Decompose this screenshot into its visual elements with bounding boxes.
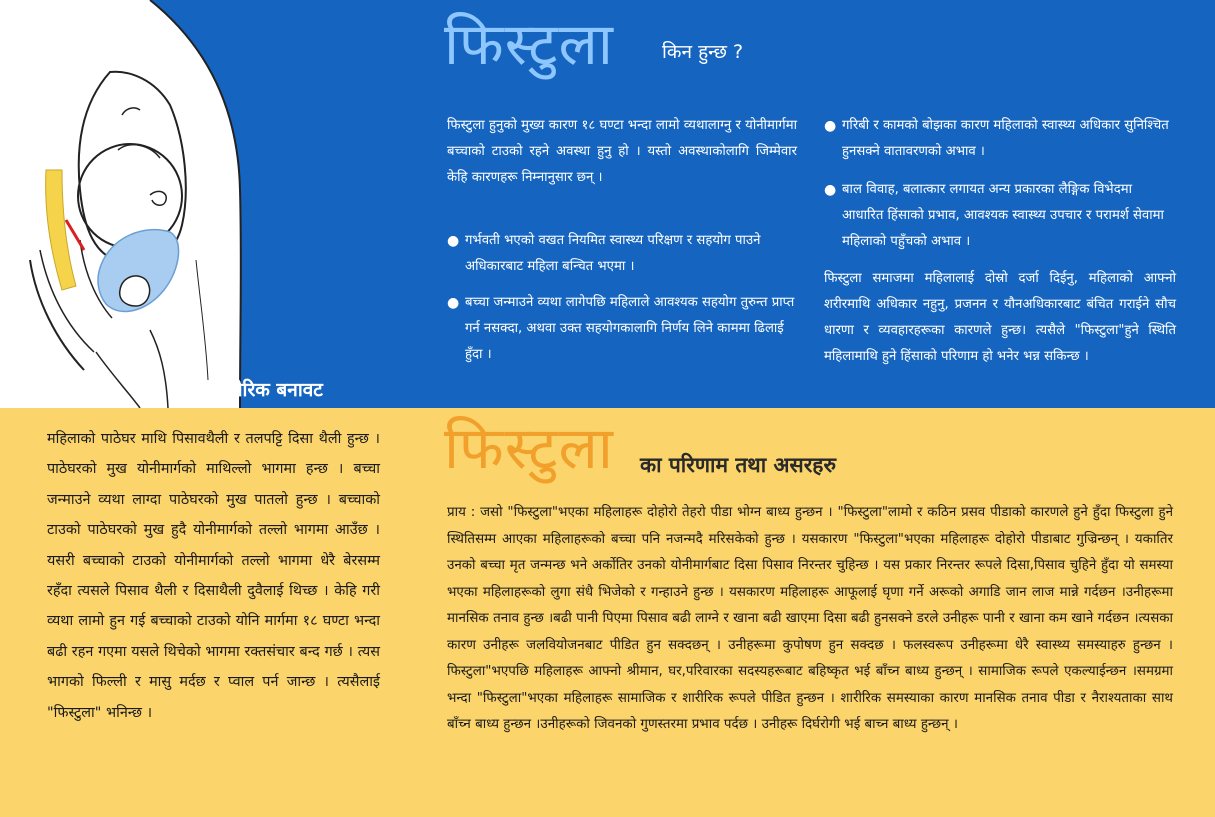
cause-bullet-text: बाल विवाह, बलात्कार लगायत अन्य प्रकारका लैङ्गिक विभेदमा आधारित हिंसाको प्रभाव, आवश्यक स्वास्थ्य उपचार र परामर्श सेवामा महिलाको पहुँचको अभाव । (842, 182, 1164, 249)
bullet-icon: ● (447, 295, 460, 311)
section-subtitle-why: किन हुन्छ ? (662, 41, 744, 63)
bullet-icon: ● (447, 233, 460, 249)
cause-bullet (824, 177, 1176, 255)
cause-bullet-text: बच्चा जन्माउने व्यथा लागेपछि महिलाले आवश्यक सहयोग तुरुन्त प्राप्त गर्न नसक्दा, अथवा उक्त सहयोगकालागि निर्णय लिने काममा ढिलाई हुँदा । (465, 295, 795, 362)
section-title-why: फिस्टुला (444, 10, 614, 78)
section-subtitle-effects: का परिणाम तथा असरहरु (640, 453, 837, 477)
cause-bullet (824, 113, 1176, 165)
anatomy-illustration (0, 0, 245, 408)
effects-paragraph: प्राय : जसो "फिस्टुला"भएका महिलाहरू दोहोरो तेहरो पीडा भोग्न बाध्य हुन्छन । "फिस्टुला"लामो र कठिन प्रसव पीडाको कारणले हुने हुँदा फिस्टुला हुने स्थितिसम्म आएका महिलाहरूको बच्चा पनि नजन्मदै मरिसकेको हुन्छ । यसकारण "फिस्टुला"भएका महिलाहरू दोहोरो पीडाबाट गुज्रिन्छन् । यकातिर उनको बच्चा मृत जन्मन्छ भने अर्कोतिर उनको योनीमार्गबाट दिसा पिसाव निरन्तर चुहिन्छ । यस प्रकार निरन्तर रूपले दिसा,पिसाव चुहिने हुँदा यो समस्या भएका महिलाहरूको लुगा संधै भिजेको र गन्हाउने हुन्छ । यसकारण महिलाहरू आफूलाई घृणा गर्ने अरूको अगाडि जान लाज मान्ने गर्दछन ।उनीहरूमा मानसिक तनाव हुन्छ ।बढी पानी पिएमा पिसाव बढी लाग्ने र खाना बढी खाएमा दिसा बढी हुनसक्ने डरले उनीहरू पानी र खाना कम खाने गर्दछन ।त्यसका कारण उनीहरू जलवियोजनबाट पीडित हुन सक्दछन् । उनीहरूमा कुपोषण हुन सक्दछ । फलस्वरूप उनीहरूमा धेरै स्वास्थ्य समस्याहरु हुन्छन । फिस्टुला"भएपछि महिलाहरू आफ्नो श्रीमान, घर,परिवारका सदस्यहरूबाट बहिष्कृत भई बाँच्न बाध्य हुन्छन् । सामाजिक रूपले एकल्याईन्छन ।समग्रमा भन्दा "फिस्टुला"भएका महिलाहरू सामाजिक र शारीरिक रूपले पीडित हुन्छन । शारीरिक समस्याका कारण मानसिक तनाव पीडा र नैराश्यताका साथ बाँच्न बाध्य हुन्छन ।उनीहरूको जिवनको गुणस्तरमा प्रभाव पर्दछ । उनीहरू दिर्घरोगी भई बाच्न बाध्य हुन्छन् । (447, 505, 1173, 732)
illustration-caption: शारीरिक बनावट (212, 379, 323, 401)
bullet-icon: ● (824, 118, 837, 134)
anatomy-explanation: महिलाको पाठेघर माथि पिसावथैली र तलपट्टि दिसा थैली हुन्छ । पाठेघरको मुख योनीमार्गको माथिल्लो भागमा हन्छ । बच्चा जन्माउने व्यथा लाग्दा पाठेघरको मुख पातलो हुन्छ । बच्चाको टाउको पाठेघरको मुख हुदै योनीमार्गको तल्लो भागमा आउँछ । यसरी बच्चाको टाउको योनीमार्गको तल्लो भागमा धेरै बेरसम्म रहँदा त्यसले पिसाव थैली र दिसाथैली दुवैलाई थिच्छ । केहि गरी व्यथा लामो हुन गई बच्चाको टाउको योनि मार्गमा १८ घण्टा भन्दा बढी रहन गएमा यसले थिचेको भागमा रक्तसंचार बन्द गर्छ । त्यस भागको फिल्ली र मासु मर्दछ र प्वाल पर्न जान्छ । त्यसैलाई "फिस्टुला" भनिन्छ । (47, 431, 380, 721)
bullet-icon: ● (824, 182, 837, 198)
cause-bullet-text: गरिबी र कामको बोझका कारण महिलाको स्वास्थ्य अधिकार सुनिश्चित हुनसक्ने वातावरणको अभाव । (842, 118, 1169, 159)
causes-conclusion: फिस्टुला समाजमा महिलालाई दोस्रो दर्जा दिईनु, महिलाको आफ्नो शरीरमाथि अधिकार नहुनु, प्रजनन र यौनअधिकारबाट बंचित गराईने सौच धारणा र व्यवहारहरूका कारणले हुन्छ। त्यसैले "फिस्टुला"हुने स्थिति महिलामाथि हुने हिंसाको परिणाम हो भनेर भन्न सकिन्छ । (824, 271, 1176, 364)
cause-bullet (447, 290, 797, 368)
cause-bullet-text: गर्भवती भएको वखत नियमित स्वास्थ्य परिक्षण र सहयोग पाउने अधिकारबाट महिला बन्चित भएमा । (465, 233, 761, 274)
cause-bullet (447, 228, 797, 280)
section-title-effects: फिस्टुला (444, 414, 614, 482)
causes-intro: फिस्टुला हुनुको मुख्य कारण १८ घण्टा भन्दा लामो व्यथालाग्नु र योनीमार्गमा बच्चाको टाउको रहने अवस्था हुनु हो । यस्तो अवस्थाकोलागि जिम्मेवार केहि कारणहरू निम्नानुसार छन् । (447, 118, 797, 185)
